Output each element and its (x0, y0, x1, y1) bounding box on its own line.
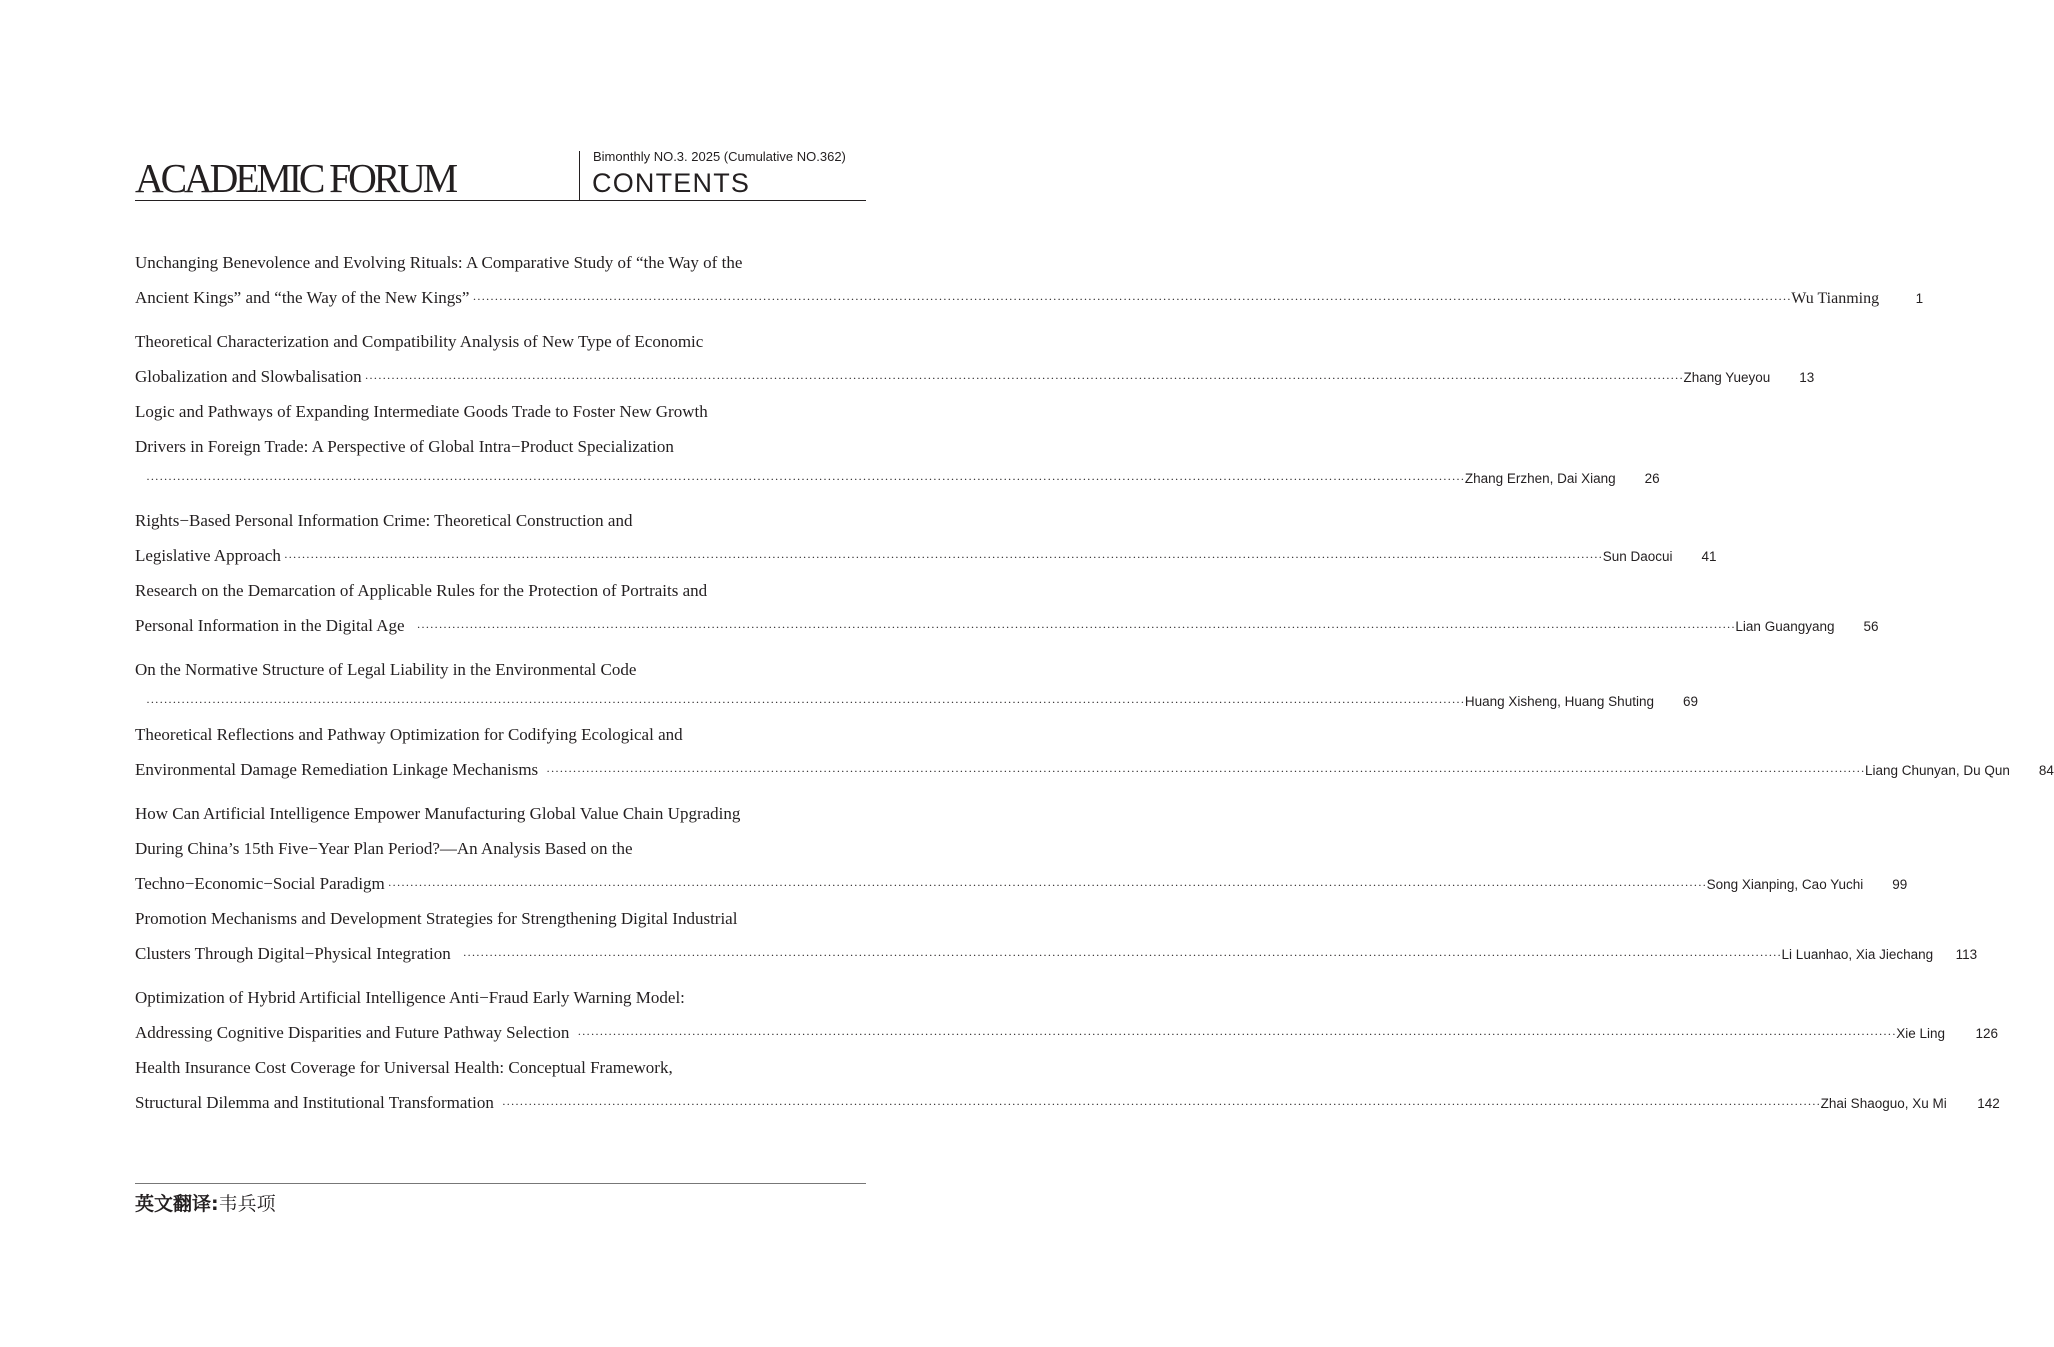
footer (135, 1183, 866, 1215)
toc-authors: Zhang Erzhen, Dai Xiang (1464, 471, 1616, 486)
journal-title: ACADEMIC FORUM (135, 155, 456, 201)
masthead (135, 148, 866, 201)
toc-title-line: Research on the Demarcation of Applicable Rules for the Protection of Portraits and (135, 581, 708, 600)
toc-title-line: Techno−Economic−Social Paradigm (135, 874, 385, 893)
toc-entry[interactable] (135, 324, 1815, 394)
toc-title-line: Globalization and Slowbalisation (135, 367, 362, 386)
toc-page-number: 56 (1863, 619, 1879, 634)
toc-authors: Wu Tianming (1791, 290, 1880, 307)
toc-title-line: Addressing Cognitive Disparities and Future Pathway Selection (135, 1023, 570, 1042)
toc-entry[interactable] (135, 796, 1908, 901)
leader-dots: ············································································································································································································································································································ (283, 550, 1603, 564)
table-of-contents (135, 245, 2054, 1120)
toc-title-line: During China’s 15th Five−Year Plan Period?—An Analysis Based on the (135, 839, 633, 858)
toc-title-line: Unchanging Benevolence and Evolving Rituals: A Comparative Study of “the Way of the (135, 253, 743, 272)
toc-authors: Zhang Yueyou (1683, 370, 1771, 385)
toc-page-number: 84 (2038, 763, 2054, 778)
toc-page-number: 1 (1915, 291, 1924, 306)
toc-entry[interactable] (135, 717, 2054, 787)
toc-entry[interactable] (135, 901, 1978, 971)
toc-page-number: 26 (1644, 471, 1660, 486)
toc-authors: Sun Daocui (1602, 549, 1673, 564)
toc-entry[interactable] (135, 573, 1879, 643)
toc-title-line: Optimization of Hybrid Artificial Intelligence Anti−Fraud Early Warning Model: (135, 988, 685, 1007)
leader-dots: ············································································································································································································································································································ (546, 764, 1865, 778)
toc-entry[interactable] (135, 245, 1924, 315)
toc-title-line: Theoretical Characterization and Compatibility Analysis of New Type of Economic (135, 332, 704, 351)
translator-label: 英文翻译: (135, 1193, 219, 1215)
toc-title-line: How Can Artificial Intelligence Empower Manufacturing Global Value Chain Upgrading (135, 804, 741, 823)
toc-title-line: Legislative Approach (135, 546, 281, 565)
issue-info: Bimonthly NO.3. 2025 (Cumulative NO.362) (593, 149, 846, 164)
toc-page-number: 99 (1892, 877, 1908, 892)
toc-title-line: Health Insurance Cost Coverage for Universal Health: Conceptual Framework, (135, 1058, 673, 1077)
toc-title-line: On the Normative Structure of Legal Liability in the Environmental Code (135, 660, 637, 679)
toc-page-number: 69 (1682, 694, 1698, 709)
toc-page-number: 142 (1977, 1096, 2000, 1111)
toc-authors: Xie Ling (1896, 1026, 1946, 1041)
toc-authors: Liang Chunyan, Du Qun (1865, 763, 2010, 778)
toc-title-line: Drivers in Foreign Trade: A Perspective of Global Intra−Product Specialization (135, 437, 674, 456)
toc-entry[interactable] (135, 652, 1698, 717)
leader-dots: ············································································································································································································································································································ (387, 878, 1707, 892)
leader-dots: ············································································································································································································································································································ (501, 1097, 1821, 1111)
toc-page-number: 13 (1799, 370, 1815, 385)
leader-dots: ············································································································································································································································································································ (462, 948, 1782, 962)
toc-entry[interactable] (135, 980, 1999, 1050)
leader-dots: ············································································································································································································································································································ (146, 695, 1465, 709)
toc-title-line: Environmental Damage Remediation Linkage Mechanisms (135, 760, 539, 779)
toc-authors: Song Xianping, Cao Yuchi (1706, 877, 1864, 892)
toc-page-number: 126 (1975, 1026, 1999, 1041)
translator-name: 韦兵项 (218, 1193, 276, 1215)
leader-dots: ············································································································································································································································································································ (577, 1027, 1897, 1041)
section-title: CONTENTS (592, 168, 751, 198)
toc-authors: Huang Xisheng, Huang Shuting (1464, 694, 1654, 709)
leader-dots: ············································································································································································································································································································ (416, 620, 1736, 634)
leader-dots: ············································································································································································································································································································ (364, 371, 1684, 385)
toc-authors: Li Luanhao, Xia Jiechang (1781, 947, 1934, 962)
toc-title-line: Promotion Mechanisms and Development Strategies for Strengthening Digital Industrial (135, 909, 738, 928)
toc-authors: Zhai Shaoguo, Xu Mi (1820, 1096, 1947, 1111)
toc-page-number: 113 (1955, 947, 1978, 962)
toc-entry[interactable] (135, 1050, 2000, 1120)
leader-dots: ············································································································································································································································································································ (146, 472, 1465, 486)
leader-dots: ············································································································································································································································································································ (472, 292, 1792, 306)
toc-title-line: Ancient Kings” and “the Way of the New Kings” (135, 288, 470, 307)
toc-authors: Lian Guangyang (1735, 619, 1835, 634)
toc-title-line: Rights−Based Personal Information Crime: Theoretical Construction and (135, 511, 633, 530)
toc-page-number: 41 (1701, 549, 1717, 564)
toc-title-line: Structural Dilemma and Institutional Transformation (135, 1093, 494, 1112)
toc-title-line: Logic and Pathways of Expanding Intermediate Goods Trade to Foster New Growth (135, 402, 708, 421)
toc-title-line: Clusters Through Digital−Physical Integration (135, 944, 451, 963)
translator-credit (135, 1192, 276, 1216)
toc-entry[interactable] (135, 394, 1660, 494)
toc-title-line: Personal Information in the Digital Age (135, 616, 405, 635)
toc-entry[interactable] (135, 503, 1717, 573)
header-divider (579, 151, 580, 200)
toc-title-line: Theoretical Reflections and Pathway Optimization for Codifying Ecological and (135, 725, 683, 744)
